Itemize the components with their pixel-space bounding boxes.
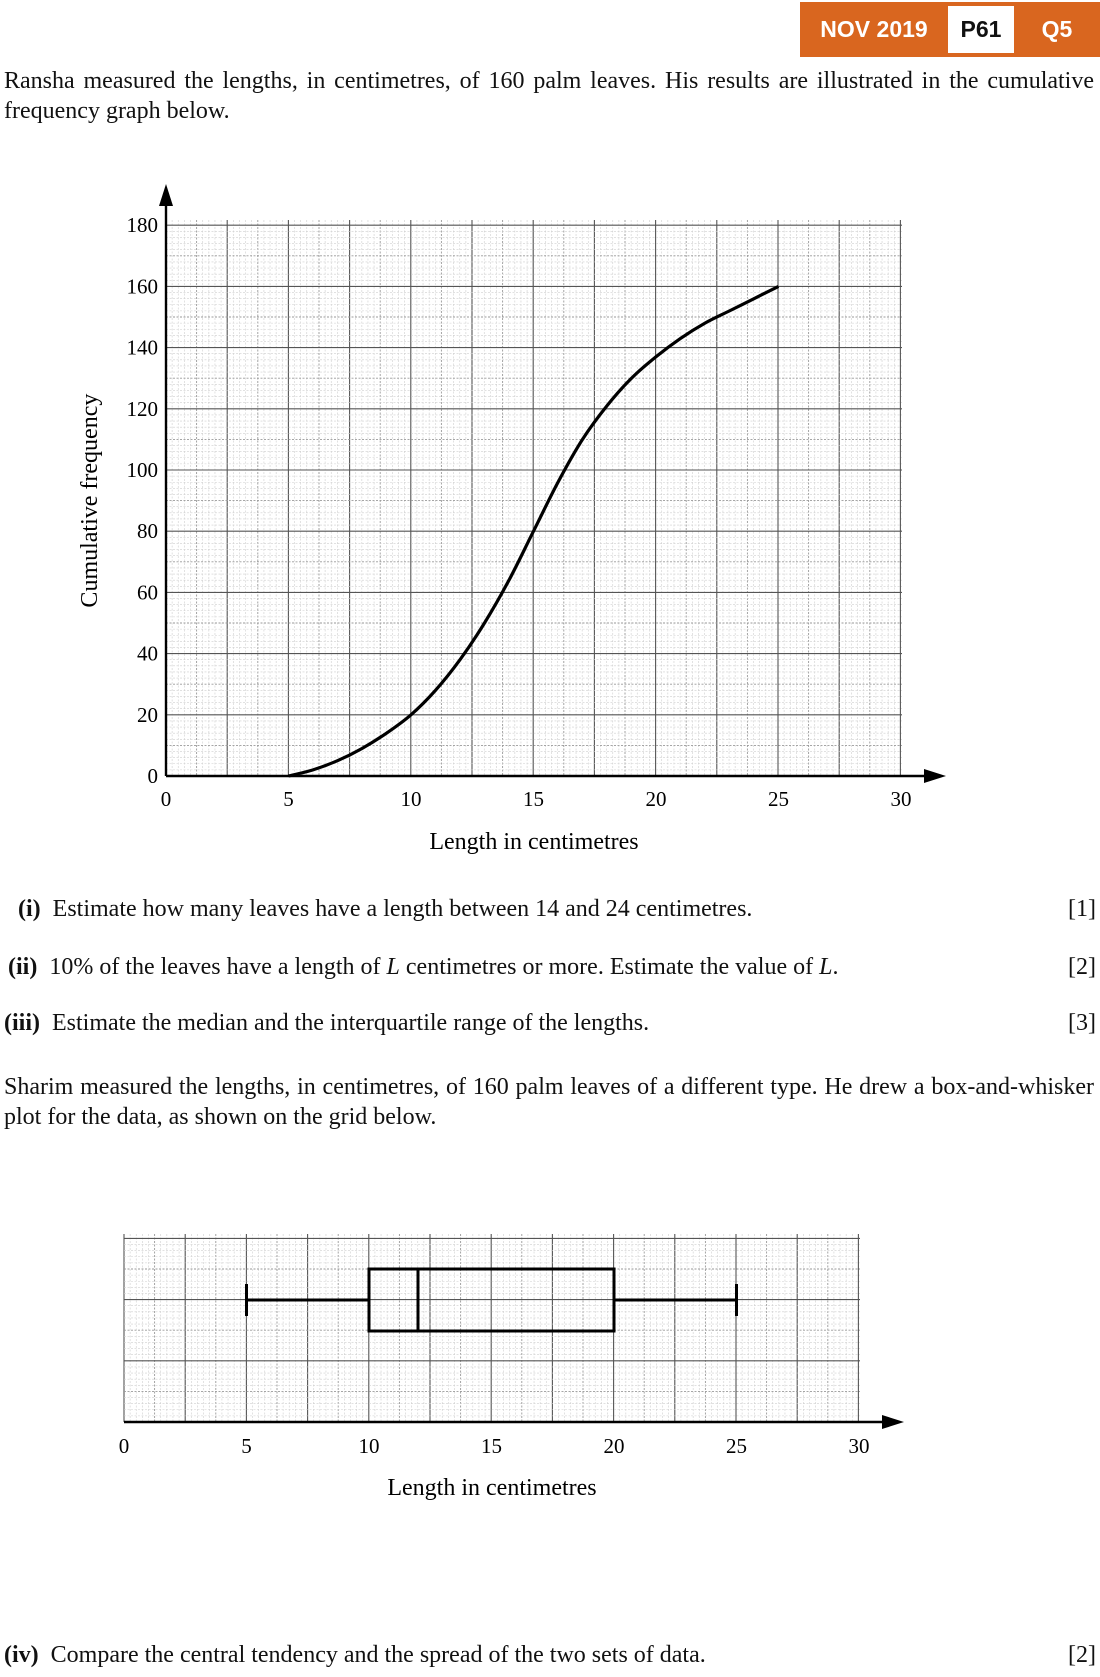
x-axis-arrow [882, 1415, 904, 1429]
question-marks: [1] [1068, 896, 1096, 922]
x-tick-label: 20 [645, 787, 667, 811]
x-tick-label: 30 [890, 787, 912, 811]
y-tick-label: 120 [126, 396, 158, 421]
y-axis-label: Cumulative frequency [77, 393, 103, 608]
x-tick-label: 10 [400, 787, 422, 811]
question-label: (i) [18, 896, 41, 922]
x-tick-label: 15 [523, 787, 544, 811]
x-tick-label: 10 [358, 1434, 380, 1458]
question-ii [0, 952, 1096, 982]
question-text: Estimate how many leaves have a length between 14 and 24 centimetres. [52, 896, 753, 922]
y-tick-label: 0 [147, 764, 158, 788]
y-tick-label: 180 [126, 213, 158, 238]
x-axis-label: Length in centimetres [387, 1475, 597, 1501]
grid [124, 1234, 860, 1422]
second-intro-paragraph: Sharim measured the lengths, in centimetres, of 160 palm leaves of a different type. He drew a box-and-whisker plot for the data, as shown on the grid below. [4, 1074, 1094, 1130]
question-text: Estimate the median and the interquartile range of the lengths. [52, 1010, 650, 1036]
y-tick-label: 80 [137, 519, 158, 544]
y-tick-label: 20 [137, 702, 158, 727]
question-i [0, 894, 1096, 924]
question-text: Compare the central tendency and the spread of the two sets of data. [50, 1642, 706, 1668]
y-tick-label: 140 [126, 335, 158, 360]
grid [166, 220, 902, 776]
question-label: (iv) [4, 1642, 39, 1668]
session-label: NOV 2019 [800, 2, 948, 57]
question-text: centimetres or more. Estimate the value of [399, 954, 820, 980]
question-iii [0, 1008, 1096, 1038]
paper-label: P61 [948, 2, 1014, 57]
box-and-whisker-chart [0, 1220, 1100, 1610]
x-tick-label: 15 [481, 1434, 502, 1458]
y-tick-label: 100 [126, 458, 158, 482]
variable-l: L [386, 954, 400, 980]
question-marks: [2] [1068, 1642, 1096, 1668]
x-tick-label: 30 [848, 1434, 870, 1458]
question-label: (ii) [8, 954, 38, 980]
x-tick-label: 25 [768, 787, 789, 811]
variable-l: L [819, 954, 833, 980]
x-axis-label: Length in centimetres [429, 829, 639, 855]
x-tick-label: 0 [118, 1434, 130, 1458]
x-axis-arrow [924, 769, 946, 783]
question-text: . [832, 954, 839, 980]
x-tick-label: 20 [603, 1434, 625, 1458]
question-label: Q5 [1014, 2, 1100, 57]
x-tick-label: 5 [241, 1434, 252, 1458]
cumulative-frequency-chart [0, 170, 1100, 1020]
intro-paragraph: Ransha measured the lengths, in centimetres, of 160 palm leaves. His results are illustrated in the cumulative frequency graph below. [4, 68, 1094, 124]
y-tick-label: 60 [137, 580, 158, 605]
x-tick-label: 25 [726, 1434, 747, 1458]
question-iv [0, 1640, 1096, 1670]
y-tick-label: 160 [126, 274, 158, 299]
question-text: 10% of the leaves have a length of [49, 954, 387, 980]
x-tick-label: 0 [160, 787, 172, 811]
x-tick-label: 5 [283, 787, 294, 811]
question-badge [800, 2, 1100, 57]
y-axis-arrow [159, 184, 173, 206]
question-label: (iii) [4, 1010, 40, 1036]
question-marks: [3] [1068, 1010, 1096, 1036]
y-tick-label: 40 [137, 641, 158, 666]
question-marks: [2] [1068, 954, 1096, 980]
